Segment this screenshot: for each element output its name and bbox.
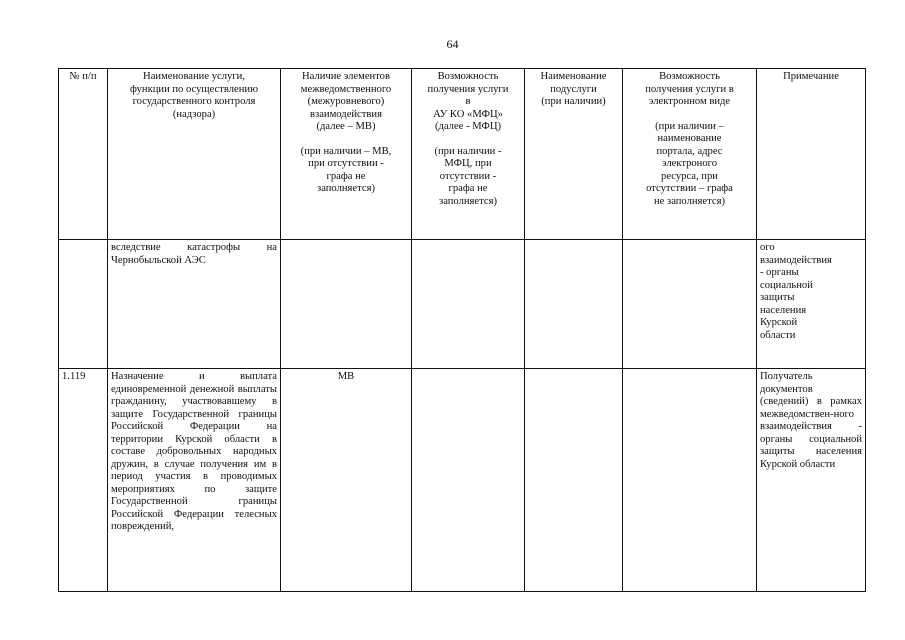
row-mfc bbox=[412, 369, 525, 592]
table-row bbox=[59, 240, 866, 369]
row-interaction bbox=[281, 240, 412, 369]
table-row bbox=[59, 369, 866, 592]
row-subservice bbox=[525, 240, 623, 369]
header-electronic-title: Возможность получения услуги в электронном виде bbox=[645, 71, 734, 107]
header-number: № п/п bbox=[59, 69, 108, 240]
row-service-name: Назначение и выплата единовременной денежной выплаты гражданину, участвовавшему в защите Государственной границы Российской Федерации на территории Курской области в составе добровольных народных дружин, в случае получения им в период участия в проводимых мероприятиях по защите Государственной границы Российской Федерации телесных повреждений, bbox=[108, 369, 281, 592]
header-mfc-note: (при наличии - МФЦ, при отсутствии - графа не заполняется) bbox=[434, 145, 502, 207]
row-service-name: вследствие катастрофы на Чернобыльской АЭС bbox=[108, 240, 281, 369]
services-table bbox=[58, 68, 866, 592]
header-interaction-title: Наличие элементов межведомственного (межуровневого) взаимодействия (далее – МВ) bbox=[300, 71, 392, 132]
header-mfc bbox=[412, 69, 525, 240]
row-remark: ого взаимодействия - органы социальной защиты населения Курской области bbox=[757, 240, 866, 369]
header-subservice: Наименование подуслуги (при наличии) bbox=[525, 69, 623, 240]
row-interaction: МВ bbox=[281, 369, 412, 592]
header-service-name: Наименование услуги, функции по осуществлению государственного контроля (надзора) bbox=[108, 69, 281, 240]
header-interaction-note: (при наличии – МВ, при отсутствии - графа не заполняется) bbox=[300, 145, 392, 194]
row-number bbox=[59, 240, 108, 369]
row-subservice bbox=[525, 369, 623, 592]
header-mfc-title: Возможность получения услуги в АУ КО «МФЦ» (далее - МФЦ) bbox=[427, 71, 509, 132]
header-electronic bbox=[623, 69, 757, 240]
page-number: 64 bbox=[446, 37, 459, 51]
row-remark: Получатель документов (сведений) в рамках межведомствен-ного взаимодействия - органы социальной защиты населения Курской области bbox=[757, 369, 866, 592]
table-header-row bbox=[59, 69, 866, 240]
row-electronic bbox=[623, 240, 757, 369]
header-remark: Примечание bbox=[757, 69, 866, 240]
header-interaction bbox=[281, 69, 412, 240]
header-electronic-note: (при наличии – наименование портала, адрес электроного ресурса, при отсутствии – графа не заполняется) bbox=[646, 120, 733, 207]
row-electronic bbox=[623, 369, 757, 592]
row-number: 1.119 bbox=[59, 369, 108, 592]
row-mfc bbox=[412, 240, 525, 369]
